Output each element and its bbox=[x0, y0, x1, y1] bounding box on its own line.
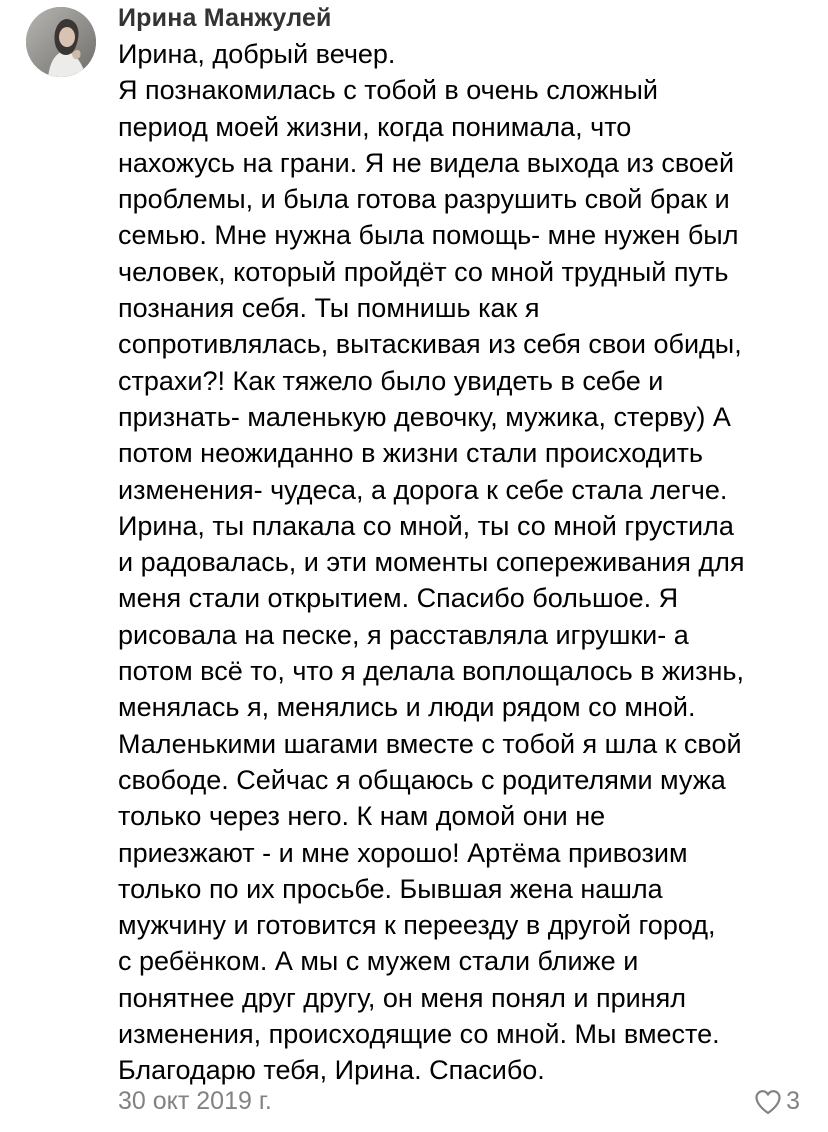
comment-text-line: изменения- чудеса, а дорога к себе стала легче. bbox=[118, 474, 728, 505]
comment-text-line: страхи?! Как тяжело было увидеть в себе и bbox=[118, 365, 664, 396]
comment-text-line: мужчину и готовится к переезду в другой город, bbox=[118, 910, 716, 941]
comment-text-line: семью. Мне нужна была помощь- мне нужен был bbox=[118, 220, 739, 251]
author-name[interactable]: Ирина Манжулей bbox=[118, 4, 332, 32]
comment-text-line: потом неожиданно в жизни стали происходить bbox=[118, 438, 703, 469]
like-button[interactable] bbox=[754, 1087, 800, 1116]
comment-text-line: рисовала на песке, я расставляла игрушки- а bbox=[118, 619, 689, 650]
comment-text-line: меня стали открытием. Спасибо большое. Я bbox=[118, 583, 679, 614]
comment-text-line: свободе. Сейчас я общаюсь с родителями мужа bbox=[118, 764, 726, 795]
comment-text-line: Маленькими шагами вместе с тобой я шла к свой bbox=[118, 728, 742, 759]
comment-text-line: Благодарю тебя, Ирина. Спасибо. bbox=[118, 1055, 545, 1086]
like-count: 3 bbox=[786, 1087, 800, 1115]
comment-text-line: Я познакомилась с тобой в очень сложный bbox=[118, 75, 658, 106]
comment-text-line: изменения, происходящие со мной. Мы вместе. bbox=[118, 1019, 720, 1050]
avatar-photo bbox=[26, 7, 96, 77]
comment-text-line: период моей жизни, когда понимала, что bbox=[118, 111, 632, 142]
comment-date[interactable]: 30 окт 2019 г. bbox=[118, 1087, 272, 1115]
comment-text-line: сопротивлялась, вытаскивая из себя свои обиды, bbox=[118, 329, 742, 360]
comment-text-line: познания себя. Ты помнишь как я bbox=[118, 293, 540, 324]
comment-text-line: Ирина, добрый вечер. bbox=[118, 39, 396, 69]
comment-text-line: менялась я, менялись и люди рядом со мной. bbox=[118, 692, 696, 723]
comment-text-line: признать- маленькую девочку, мужика, стерву) А bbox=[118, 401, 731, 432]
comment-text-line: и радовалась, и эти моменты сопереживания для bbox=[118, 547, 745, 578]
comment-text-line: человек, который пройдёт со мной трудный путь bbox=[118, 256, 729, 287]
comment-text-line: Ирина, ты плакала со мной, ты со мной грустила bbox=[118, 510, 734, 541]
comment-text-line: с ребёнком. А мы с мужем стали ближе и bbox=[118, 946, 639, 977]
heart-outline-icon bbox=[754, 1089, 782, 1115]
comment-text-line: только через него. К нам домой они не bbox=[118, 801, 606, 832]
avatar[interactable] bbox=[26, 7, 96, 77]
comment-text-line: проблемы, и была готова разрушить свой брак и bbox=[118, 184, 730, 215]
comment-text-line: нахожусь на грани. Я не видела выхода из своей bbox=[118, 147, 735, 178]
comment-text-line: понятнее друг другу, он меня понял и принял bbox=[118, 982, 686, 1013]
comment-text bbox=[118, 36, 818, 1089]
comment-text-line: потом всё то, что я делала воплощалось в жизнь, bbox=[118, 656, 744, 687]
comment-text-line: только по их просьбе. Бывшая жена нашла bbox=[118, 873, 663, 904]
comment-text-line: приезжают - и мне хорошо! Артёма привозим bbox=[118, 837, 688, 868]
